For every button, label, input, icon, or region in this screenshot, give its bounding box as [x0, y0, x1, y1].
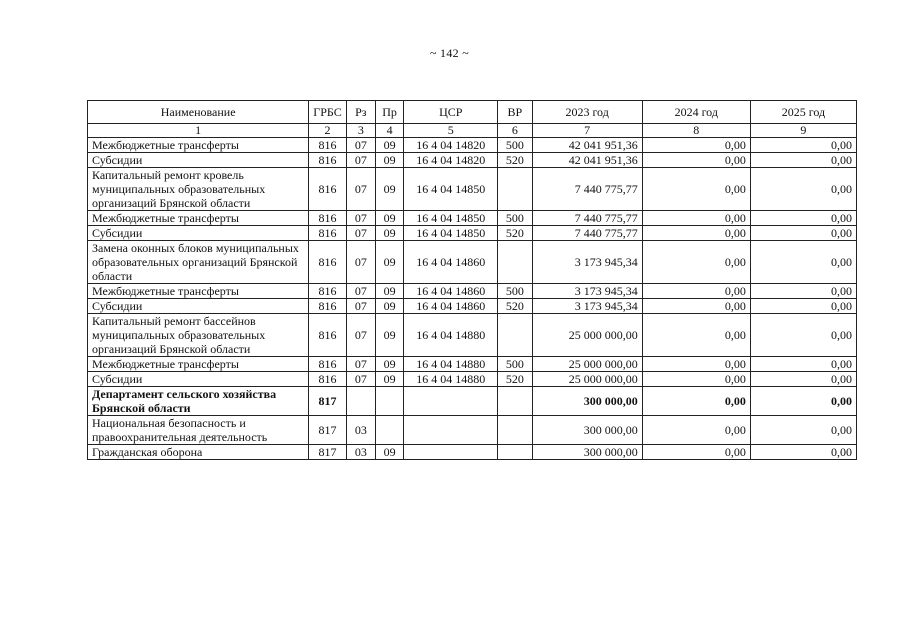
cell-pr: 09 [375, 211, 403, 226]
header-row [88, 101, 857, 124]
cell-vr: 520 [498, 299, 532, 314]
cell-grbs: 816 [309, 226, 346, 241]
cell-pr: 09 [375, 241, 403, 284]
budget-table [87, 100, 857, 460]
cell-name: Межбюджетные трансферты [88, 138, 309, 153]
cell-name: Департамент сельского хозяйства Брянской области [88, 387, 309, 416]
page-number: ~ 142 ~ [429, 46, 470, 60]
table-row [88, 445, 857, 460]
table-row [88, 226, 857, 241]
table-row [88, 314, 857, 357]
cell-csr: 16 4 04 14860 [404, 284, 498, 299]
cell-pr [375, 387, 403, 416]
cell-rz: 07 [346, 241, 375, 284]
cell-2023: 25 000 000,00 [532, 372, 642, 387]
cell-grbs: 816 [309, 241, 346, 284]
cell-rz: 07 [346, 314, 375, 357]
cell-vr [498, 241, 532, 284]
cell-rz: 07 [346, 284, 375, 299]
table-row [88, 357, 857, 372]
cell-2024: 0,00 [642, 314, 750, 357]
column-number: 1 [88, 124, 309, 138]
cell-vr [498, 387, 532, 416]
column-number: 3 [346, 124, 375, 138]
header-cell-2024: 2024 год [642, 101, 750, 124]
column-number: 6 [498, 124, 532, 138]
cell-csr: 16 4 04 14850 [404, 168, 498, 211]
cell-rz: 07 [346, 372, 375, 387]
cell-rz: 07 [346, 299, 375, 314]
table-row [88, 372, 857, 387]
cell-vr: 500 [498, 211, 532, 226]
cell-vr: 520 [498, 372, 532, 387]
cell-name: Субсидии [88, 372, 309, 387]
column-number: 2 [309, 124, 346, 138]
cell-2024: 0,00 [642, 153, 750, 168]
column-number-row [88, 124, 857, 138]
cell-name: Субсидии [88, 153, 309, 168]
column-number: 5 [404, 124, 498, 138]
header-cell-vr: ВР [498, 101, 532, 124]
cell-grbs: 816 [309, 284, 346, 299]
cell-grbs: 816 [309, 168, 346, 211]
cell-2023: 7 440 775,77 [532, 168, 642, 211]
cell-name: Гражданская оборона [88, 445, 309, 460]
header-cell-2023: 2023 год [532, 101, 642, 124]
cell-grbs: 817 [309, 387, 346, 416]
table-row [88, 284, 857, 299]
cell-name: Межбюджетные трансферты [88, 284, 309, 299]
cell-2025: 0,00 [750, 445, 856, 460]
table-row [88, 211, 857, 226]
cell-2023: 25 000 000,00 [532, 314, 642, 357]
cell-2025: 0,00 [750, 387, 856, 416]
cell-rz: 07 [346, 226, 375, 241]
table-row [88, 299, 857, 314]
cell-2024: 0,00 [642, 387, 750, 416]
cell-csr: 16 4 04 14860 [404, 299, 498, 314]
cell-2025: 0,00 [750, 284, 856, 299]
cell-grbs: 816 [309, 153, 346, 168]
cell-pr [375, 416, 403, 445]
column-number: 9 [750, 124, 856, 138]
cell-2023: 3 173 945,34 [532, 299, 642, 314]
cell-csr: 16 4 04 14880 [404, 372, 498, 387]
cell-2024: 0,00 [642, 168, 750, 211]
cell-2025: 0,00 [750, 372, 856, 387]
cell-grbs: 816 [309, 299, 346, 314]
cell-pr: 09 [375, 168, 403, 211]
cell-grbs: 817 [309, 445, 346, 460]
cell-2025: 0,00 [750, 314, 856, 357]
cell-grbs: 816 [309, 372, 346, 387]
table-row [88, 387, 857, 416]
cell-2025: 0,00 [750, 226, 856, 241]
cell-2025: 0,00 [750, 299, 856, 314]
cell-csr [404, 387, 498, 416]
cell-vr [498, 314, 532, 357]
cell-rz: 07 [346, 168, 375, 211]
cell-grbs: 816 [309, 357, 346, 372]
cell-rz: 07 [346, 153, 375, 168]
cell-pr: 09 [375, 284, 403, 299]
table-row [88, 168, 857, 211]
header-cell-name: Наименование [88, 101, 309, 124]
column-number: 7 [532, 124, 642, 138]
cell-2023: 3 173 945,34 [532, 241, 642, 284]
cell-csr [404, 445, 498, 460]
cell-csr: 16 4 04 14880 [404, 314, 498, 357]
cell-pr: 09 [375, 445, 403, 460]
cell-pr: 09 [375, 372, 403, 387]
cell-2023: 7 440 775,77 [532, 226, 642, 241]
table-row [88, 416, 857, 445]
cell-vr: 500 [498, 284, 532, 299]
cell-rz: 07 [346, 138, 375, 153]
cell-vr: 520 [498, 226, 532, 241]
cell-name: Капитальный ремонт кровель муниципальных образовательных организаций Брянской области [88, 168, 309, 211]
cell-name: Межбюджетные трансферты [88, 211, 309, 226]
cell-2024: 0,00 [642, 211, 750, 226]
cell-csr: 16 4 04 14880 [404, 357, 498, 372]
cell-2024: 0,00 [642, 299, 750, 314]
cell-pr: 09 [375, 153, 403, 168]
header-cell-csr: ЦСР [404, 101, 498, 124]
cell-vr: 500 [498, 357, 532, 372]
cell-vr [498, 445, 532, 460]
cell-rz: 03 [346, 416, 375, 445]
cell-pr: 09 [375, 357, 403, 372]
cell-2024: 0,00 [642, 284, 750, 299]
cell-2025: 0,00 [750, 241, 856, 284]
table-row [88, 153, 857, 168]
cell-2025: 0,00 [750, 357, 856, 372]
cell-csr: 16 4 04 14850 [404, 226, 498, 241]
table-row [88, 138, 857, 153]
table-row [88, 241, 857, 284]
cell-2024: 0,00 [642, 416, 750, 445]
cell-pr: 09 [375, 299, 403, 314]
cell-vr: 520 [498, 153, 532, 168]
cell-2024: 0,00 [642, 226, 750, 241]
cell-pr: 09 [375, 226, 403, 241]
cell-vr [498, 168, 532, 211]
cell-grbs: 816 [309, 211, 346, 226]
cell-pr: 09 [375, 138, 403, 153]
cell-2025: 0,00 [750, 416, 856, 445]
cell-name: Межбюджетные трансферты [88, 357, 309, 372]
cell-2025: 0,00 [750, 138, 856, 153]
cell-2024: 0,00 [642, 138, 750, 153]
cell-rz: 03 [346, 445, 375, 460]
cell-2023: 300 000,00 [532, 416, 642, 445]
column-number: 4 [375, 124, 403, 138]
cell-2023: 300 000,00 [532, 445, 642, 460]
cell-csr: 16 4 04 14820 [404, 153, 498, 168]
column-number: 8 [642, 124, 750, 138]
cell-csr: 16 4 04 14850 [404, 211, 498, 226]
table-body [88, 138, 857, 460]
cell-name: Национальная безопасность и правоохранительная деятельность [88, 416, 309, 445]
cell-2023: 3 173 945,34 [532, 284, 642, 299]
cell-2025: 0,00 [750, 153, 856, 168]
cell-2023: 42 041 951,36 [532, 153, 642, 168]
cell-2023: 300 000,00 [532, 387, 642, 416]
header-cell-pr: Пр [375, 101, 403, 124]
cell-grbs: 816 [309, 314, 346, 357]
cell-rz: 07 [346, 357, 375, 372]
header-cell-2025: 2025 год [750, 101, 856, 124]
cell-2023: 25 000 000,00 [532, 357, 642, 372]
cell-name: Капитальный ремонт бассейнов муниципальных образовательных организаций Брянской области [88, 314, 309, 357]
header-cell-grbs: ГРБС [309, 101, 346, 124]
cell-2024: 0,00 [642, 372, 750, 387]
cell-2025: 0,00 [750, 211, 856, 226]
cell-name: Замена оконных блоков муниципальных образовательных организаций Брянской области [88, 241, 309, 284]
cell-rz: 07 [346, 211, 375, 226]
cell-pr: 09 [375, 314, 403, 357]
cell-name: Субсидии [88, 226, 309, 241]
cell-csr: 16 4 04 14820 [404, 138, 498, 153]
cell-csr [404, 416, 498, 445]
cell-vr [498, 416, 532, 445]
cell-vr: 500 [498, 138, 532, 153]
cell-name: Субсидии [88, 299, 309, 314]
cell-grbs: 816 [309, 138, 346, 153]
header-cell-rz: Рз [346, 101, 375, 124]
cell-2023: 7 440 775,77 [532, 211, 642, 226]
cell-2024: 0,00 [642, 445, 750, 460]
cell-2025: 0,00 [750, 168, 856, 211]
cell-2024: 0,00 [642, 357, 750, 372]
cell-rz [346, 387, 375, 416]
cell-csr: 16 4 04 14860 [404, 241, 498, 284]
cell-2023: 42 041 951,36 [532, 138, 642, 153]
cell-2024: 0,00 [642, 241, 750, 284]
cell-grbs: 817 [309, 416, 346, 445]
